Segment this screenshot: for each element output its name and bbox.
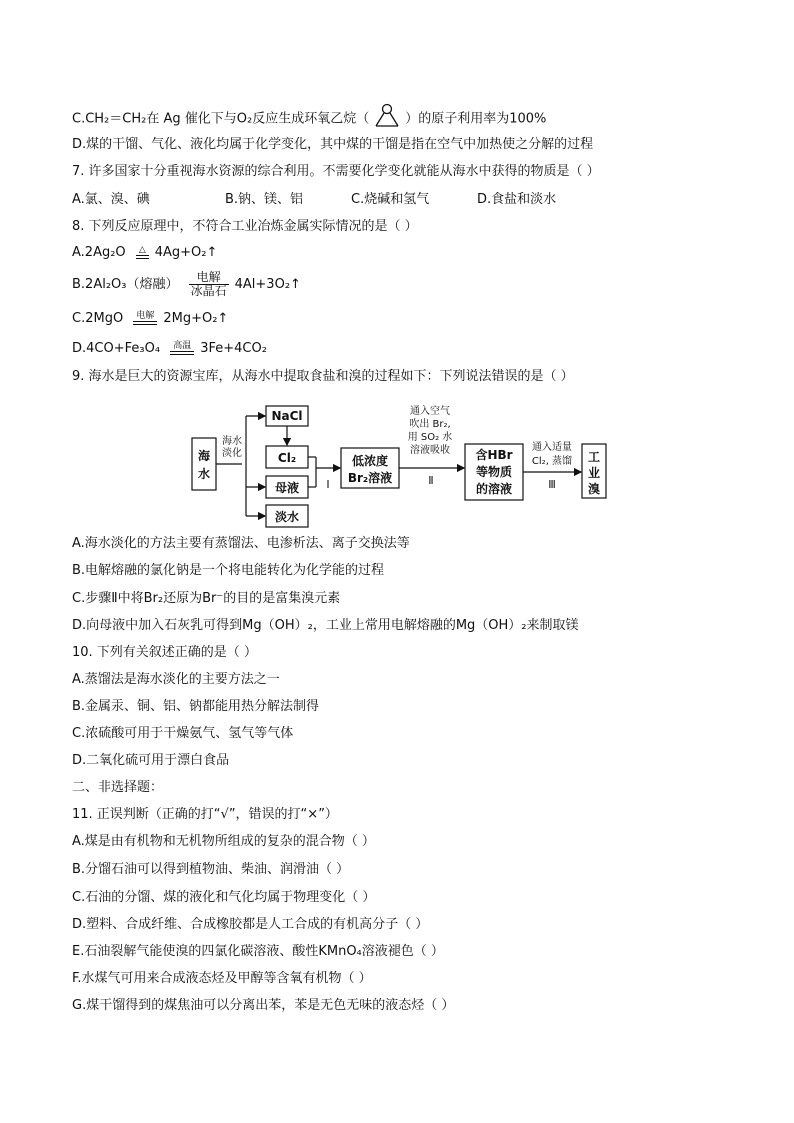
option-8b [72, 271, 301, 298]
option-10a: A.蒸馏法是海水淡化的主要方法之一 [72, 672, 280, 687]
equals-sign [170, 351, 194, 355]
air-label-4: 溶液吸收 [410, 445, 450, 456]
equals-sign [133, 321, 157, 325]
step-1-label: Ⅰ [326, 478, 330, 491]
option-9b: B.电解熔融的氯化钠是一个将电能转化为化学能的过程 [72, 563, 385, 578]
item-11g: G.煤干馏得到的煤焦油可以分离出苯，苯是无色无味的液态烃（ ） [72, 998, 455, 1013]
item-11a: A.煤是由有机物和无机物所组成的复杂的混合物（ ） [72, 834, 375, 849]
option-8b-reactant: B.2Al₂O₃（熔融） [72, 277, 179, 292]
option-8a [72, 244, 217, 262]
option-8d-condition-text: 高温 [173, 341, 192, 351]
air-label-1: 通入空气 [410, 406, 450, 417]
hbr-label-3: 的溶液 [475, 482, 513, 496]
option-6c-text-pre: C.CH₂＝CH₂在 Ag 催化下与O₂反应生成环氧乙烷（ [72, 111, 370, 127]
option-9a: A.海水淡化的方法主要有蒸馏法、电渗析法、离子交换法等 [72, 536, 410, 551]
option-7b: B.钠、镁、铝 [225, 192, 304, 207]
option-8d-condition [170, 342, 194, 355]
option-6d: D.煤的干馏、气化、液化均属于化学变化，其中煤的干馏是指在空气中加热使之分解的过程 [72, 137, 594, 152]
option-8d-product: 3Fe+4CO₂ [200, 341, 267, 356]
option-9c: C.步骤Ⅱ中将Br₂还原为Br⁻的目的是富集溴元素 [72, 591, 341, 606]
option-7d: D.食盐和淡水 [477, 192, 557, 207]
question-10: 10. 下列有关叙述正确的是（ ） [72, 645, 257, 660]
seawater-label-2: 水 [197, 467, 211, 481]
nacl-label: NaCl [271, 409, 303, 423]
option-8c [72, 310, 228, 328]
question-7-options [72, 191, 556, 209]
option-8c-reactant: C.2MgO [72, 311, 124, 326]
option-8c-condition [133, 312, 157, 325]
option-8b-condition [189, 271, 229, 298]
low-bromine-label-1: 低浓度 [351, 454, 389, 468]
option-6c [72, 103, 546, 135]
item-11d: D.塑料、合成纤维、合成橡胶都是人工合成的有机高分子（ ） [72, 917, 429, 932]
option-10d: D.二氧化硫可用于漂白食品 [72, 753, 230, 768]
option-8a-condition-text: △ [138, 245, 146, 255]
option-8b-product: 4Al+3O₂↑ [234, 277, 301, 292]
option-8c-condition-text: 电解 [136, 311, 155, 321]
low-bromine-label-2: Br₂溶液 [347, 471, 393, 485]
option-8a-product: 4Ag+O₂↑ [154, 245, 218, 260]
option-8c-product: 2Mg+O₂↑ [163, 311, 229, 326]
fresh-water-label: 淡水 [274, 510, 300, 524]
step-2-label: Ⅱ [428, 474, 434, 487]
option-9d: D.向母液中加入石灰乳可得到Mg（OH）₂，工业上常用电解熔融的Mg（OH）₂来制取镁 [72, 618, 579, 633]
option-8a-condition [136, 246, 149, 259]
item-11b: B.分馏石油可以得到植物油、柴油、润滑油（ ） [72, 862, 350, 877]
option-8b-condition-bottom: 冰晶石 [190, 284, 227, 298]
item-11f: F.水煤气可用来合成液态烃及甲醇等含氧有机物（ ） [72, 971, 372, 986]
question-7: 7. 许多国家十分重视海水资源的综合利用。不需要化学变化就能从海水中获得的物质是（ ） [72, 164, 600, 179]
question-11: 11. 正误判断（正确的打“√”，错误的打“×”） [72, 807, 338, 822]
hbr-label-1: 含HBr [475, 448, 513, 462]
desalination-label-2: 淡化 [222, 448, 242, 459]
option-6c-text-post: ）的原子利用率为100% [405, 111, 547, 127]
question-8: 8. 下列反应原理中，不符合工业冶炼金属实际情况的是（ ） [72, 219, 418, 234]
air-label-2: 吹出 Br₂, [409, 419, 451, 430]
seawater-label-1: 海 [197, 449, 211, 463]
option-8a-reactant: A.2Ag₂O [72, 245, 126, 260]
desalination-label-1: 海水 [222, 436, 242, 447]
mother-liquor-label: 母液 [274, 481, 300, 495]
option-8d-reactant: D.4CO+Fe₃O₄ [72, 341, 161, 356]
section-heading: 二、非选择题： [72, 780, 164, 795]
equals-sign [136, 255, 149, 259]
item-11e: E.石油裂解气能使溴的四氯化碳溶液、酸性KMnO₄溶液褪色（ ） [72, 944, 444, 959]
industrial-bromine-label-1: 工 [587, 450, 601, 464]
option-10c: C.浓硫酸可用于干燥氨气、氢气等气体 [72, 726, 294, 741]
industrial-bromine-label-3: 溴 [587, 482, 601, 496]
ethylene-oxide-structure-icon [373, 103, 401, 135]
option-8b-condition-top: 电解 [189, 271, 229, 285]
cl2-label: Cl₂ [277, 451, 297, 465]
question-9: 9. 海水是巨大的资源宝库，从海水中提取食盐和溴的过程如下：下列说法错误的是（ ） [72, 369, 574, 384]
cl2-distill-label-2: Cl₂, 蒸馏 [531, 456, 573, 467]
item-11c: C.石油的分馏、煤的液化和气化均属于物理变化（ ） [72, 890, 376, 905]
option-7a: A.氯、溴、碘 [72, 192, 150, 207]
step-3-label: Ⅲ [548, 478, 556, 491]
option-8d [72, 340, 267, 358]
cl2-distill-label-1: 通入适量 [532, 442, 572, 453]
air-label-3: 用 SO₂ 水 [407, 432, 453, 443]
seawater-box [192, 438, 216, 490]
option-10b: B.金属汞、铜、铝、钠都能用热分解法制得 [72, 699, 320, 714]
seawater-process-diagram [188, 402, 608, 532]
industrial-bromine-label-2: 业 [587, 466, 601, 480]
hbr-label-2: 等物质 [475, 465, 513, 479]
option-7c: C.烧碱和氢气 [351, 192, 430, 207]
